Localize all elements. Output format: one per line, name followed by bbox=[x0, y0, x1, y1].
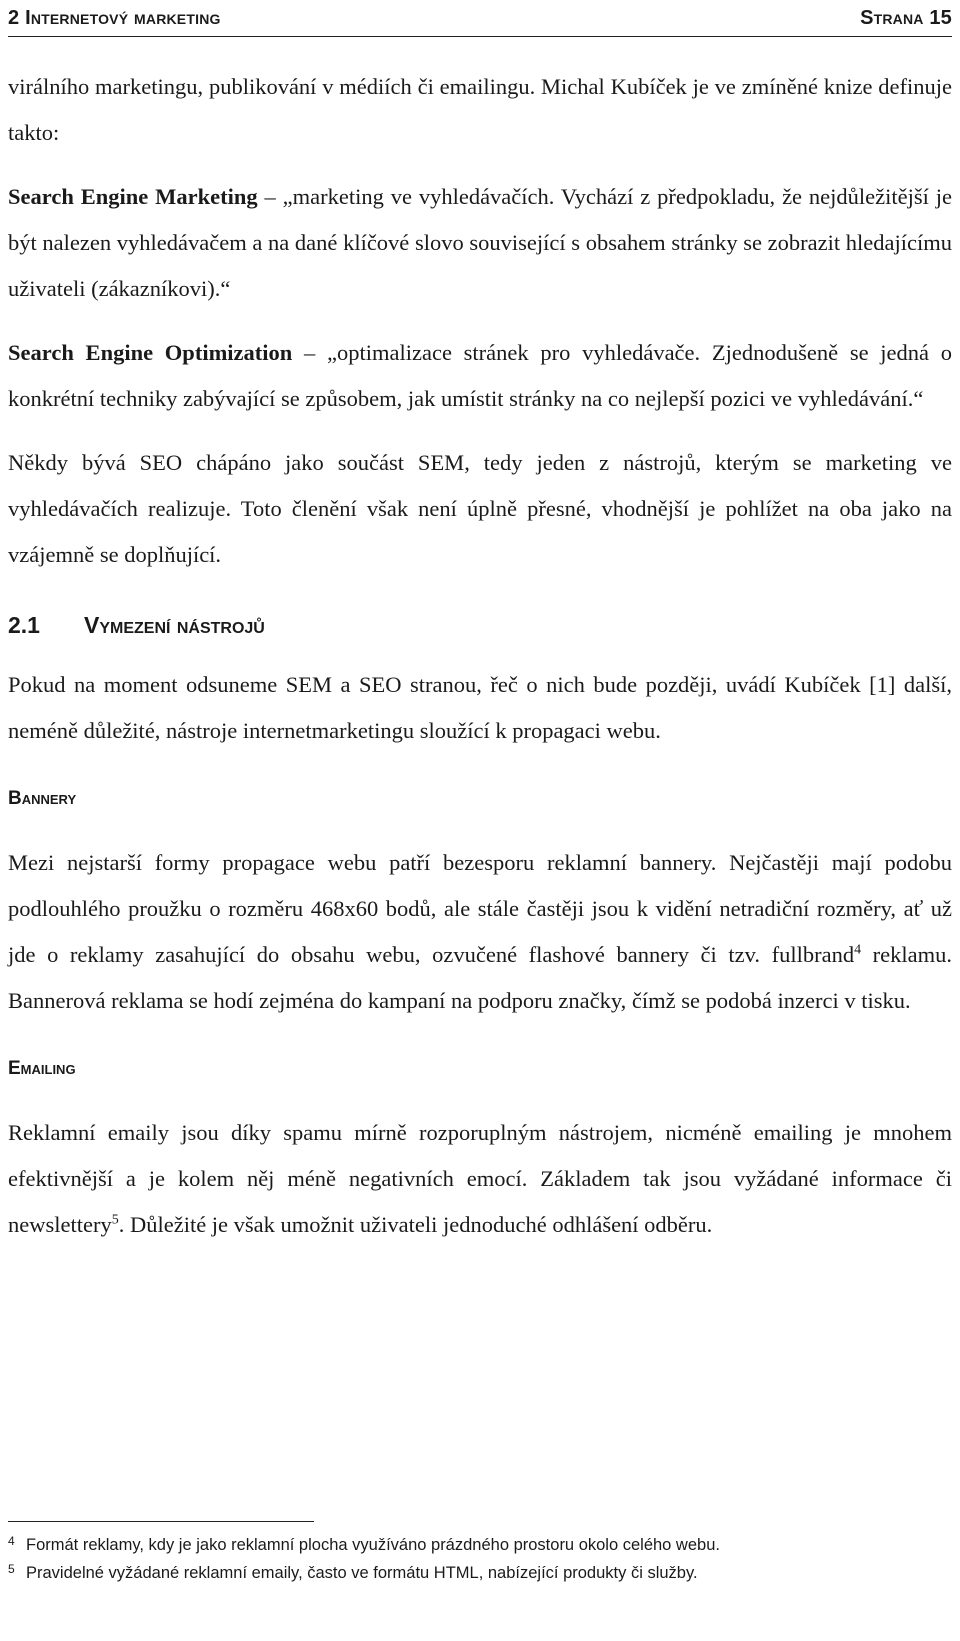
intro-paragraph: virálního marketingu, publikování v médiích či emailingu. Michal Kubíček je ve zmíněné knize definuje takto: bbox=[8, 74, 952, 145]
footnote-separator bbox=[8, 1521, 314, 1522]
sem-seo-note: Někdy bývá SEO chápáno jako součást SEM, tedy jeden z nástrojů, kterým se marketing ve vyhledávačích realizuje. Toto členění však není úplně přesné, vhodnější je pohlížet na oba jako na vzájemně se doplňující. bbox=[8, 450, 952, 567]
chapter-title: 2 Internetový marketing bbox=[8, 7, 221, 29]
sem-definition bbox=[8, 174, 952, 312]
bannery-paragraph bbox=[8, 840, 952, 1024]
section-number: 2.1 bbox=[8, 612, 40, 638]
footnote-4 bbox=[8, 1532, 952, 1560]
footnote-mark: 4 bbox=[8, 1534, 15, 1548]
seo-term: Search Engine Optimization bbox=[8, 340, 293, 365]
sem-term: Search Engine Marketing bbox=[8, 184, 258, 209]
running-header bbox=[8, 6, 952, 37]
emailing-text-2: . Důležité je však umožnit uživateli jednoduché odhlášení odběru. bbox=[118, 1212, 713, 1237]
seo-definition-text: – „optimalizace stránek pro vyhledávače. Zjednodušeně se jedná o konkrétní techniky zabývající se způsobem, jak umístit stránky na co nejlepší pozici ve vyhledávání.“ bbox=[8, 340, 952, 411]
seo-definition bbox=[8, 330, 952, 422]
footnote-ref-4[interactable]: 4 bbox=[854, 942, 862, 958]
footnote-5 bbox=[8, 1560, 952, 1588]
document-page bbox=[8, 0, 952, 1641]
tools-intro-paragraph: Pokud na moment odsuneme SEM a SEO stranou, řeč o nich bude později, uvádí Kubíček [1] další, neméně důležité, nástroje internetmarketingu sloužící k propagaci webu. bbox=[8, 672, 952, 743]
emailing-paragraph bbox=[8, 1110, 952, 1248]
section-heading bbox=[8, 602, 952, 648]
footnote-mark: 5 bbox=[8, 1562, 15, 1576]
footnote-text: Formát reklamy, kdy je jako reklamní plocha využíváno prázdného prostoru okolo celého webu. bbox=[26, 1536, 720, 1554]
bannery-heading: Bannery bbox=[8, 788, 77, 809]
emailing-heading: Emailing bbox=[8, 1058, 76, 1079]
emailing-text-1: Reklamní emaily jsou díky spamu mírně rozporuplným nástrojem, nicméně emailing je mnohem efektivnější a je kolem něj méně negativních emocí. Základem tak jsou vyžádané informace či newslettery bbox=[8, 1120, 952, 1237]
footnote-text: Pravidelné vyžádané reklamní emaily, často ve formátu HTML, nabízející produkty či služby. bbox=[26, 1564, 698, 1582]
bannery-text-1: Mezi nejstarší formy propagace webu patří bezesporu reklamní bannery. Nejčastěji mají podobu podlouhlého proužku o rozměru 468x60 bodů, ale stále častěji jsou k vidění netradiční rozměry, ať už jde o reklamy zasahující do obsahu webu, ozvučené flashové bannery či tzv. fullbrand bbox=[8, 850, 952, 967]
section-title: Vymezení nástrojů bbox=[84, 612, 265, 638]
body-text bbox=[8, 64, 952, 1248]
footnotes bbox=[8, 1532, 952, 1588]
footnote-ref-5[interactable]: 5 bbox=[111, 1212, 119, 1228]
bannery-text-2: reklamu. Bannerová reklama se hodí zejména do kampaní na podporu značky, čímž se podobá inzerci v tisku. bbox=[8, 942, 953, 1013]
page-number: Strana 15 bbox=[860, 7, 952, 29]
sem-definition-text: – „marketing ve vyhledávačích. Vychází z předpokladu, že nejdůležitější je být nalezen vyhledávačem a na dané klíčové slovo související s obsahem stránky se zobrazit hledajícímu uživateli (zákazníkovi).“ bbox=[8, 184, 952, 301]
